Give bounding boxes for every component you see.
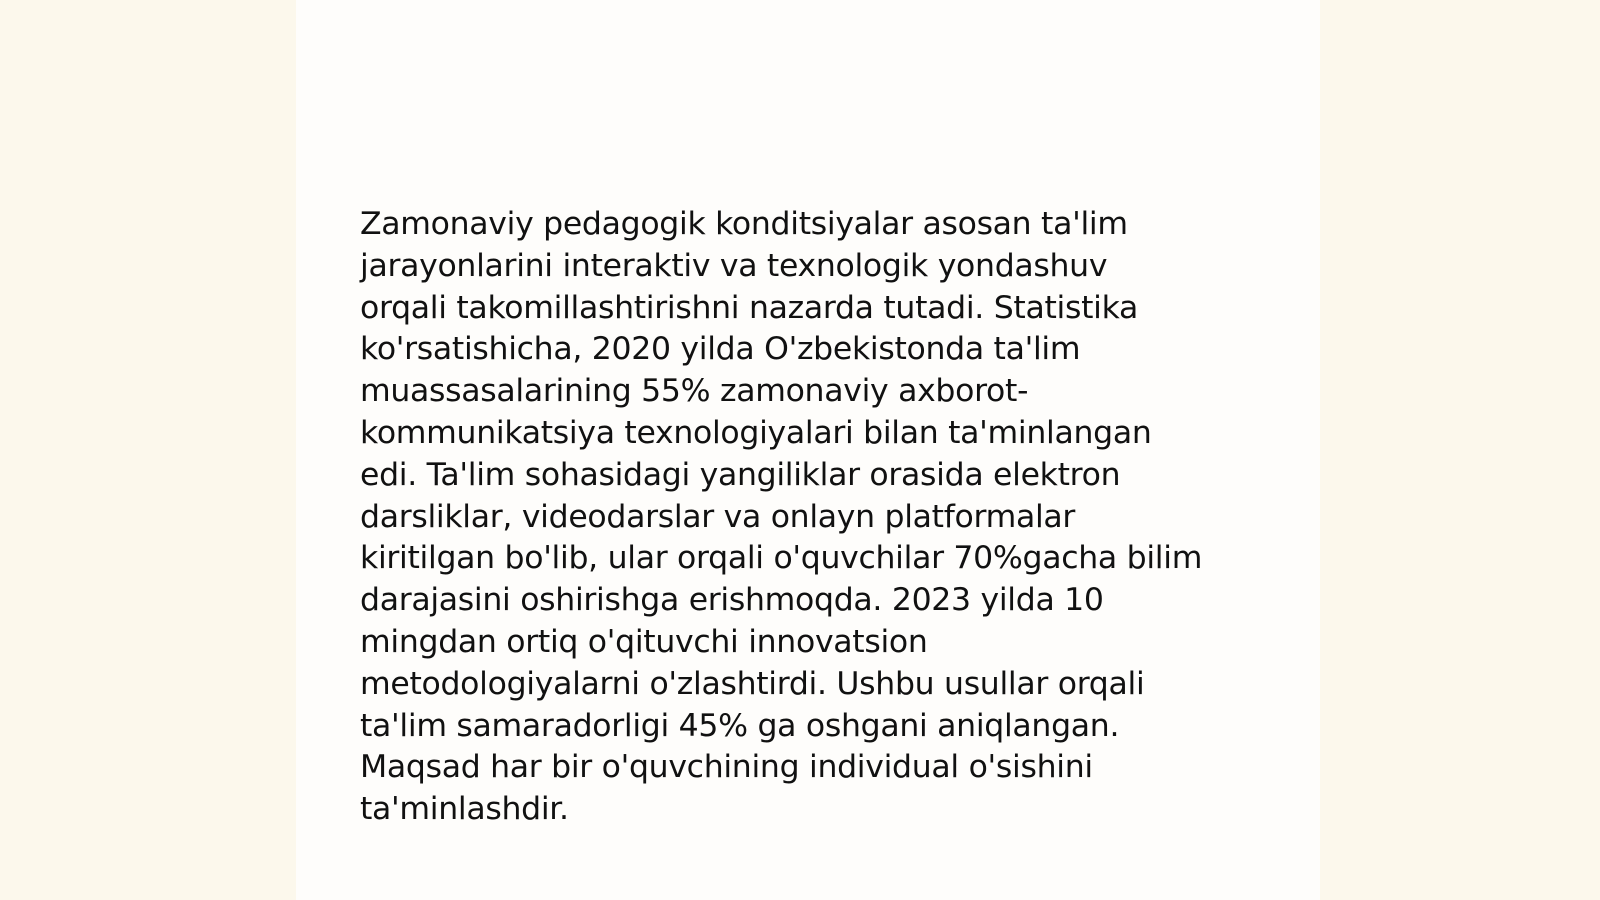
document-page [296,0,1320,900]
paragraph-line: mingdan ortiq o'qituvchi innovatsion [360,623,928,660]
paragraph-line: edi. Ta'lim sohasidagi yangiliklar orasida elektron [360,456,1121,493]
paragraph-line: metodologiyalarni o'zlashtirdi. Ushbu usullar orqali [360,665,1145,702]
paragraph-line: kommunikatsiya texnologiyalari bilan ta'minlangan [360,414,1152,451]
body-paragraph [360,204,1250,831]
paragraph-line: ko'rsatishicha, 2020 yilda O'zbekistonda ta'lim [360,331,1081,368]
paragraph-line: Maqsad har bir o'quvchining individual o'sishini [360,749,1093,786]
paragraph-line: Zamonaviy pedagogik konditsiyalar asosan ta'lim [360,206,1128,242]
paragraph-line: ta'lim samaradorligi 45% ga oshgani aniqlangan. [360,707,1120,744]
paragraph-line: muassasalarining 55% zamonaviy axborot- [360,373,1029,410]
paragraph-line: orqali takomillashtirishni nazarda tutadi. Statistika [360,289,1138,326]
paragraph-line: darajasini oshirishga erishmoqda. 2023 yilda 10 [360,582,1104,619]
paragraph-line: ta'minlashdir. [360,791,569,828]
paragraph-line: jarayonlarini interaktiv va texnologik yondashuv [360,247,1108,284]
paragraph-line: kiritilgan bo'lib, ular orqali o'quvchilar 70%gacha bilim [360,540,1203,577]
paragraph-line: darsliklar, videodarslar va onlayn platformalar [360,498,1076,535]
